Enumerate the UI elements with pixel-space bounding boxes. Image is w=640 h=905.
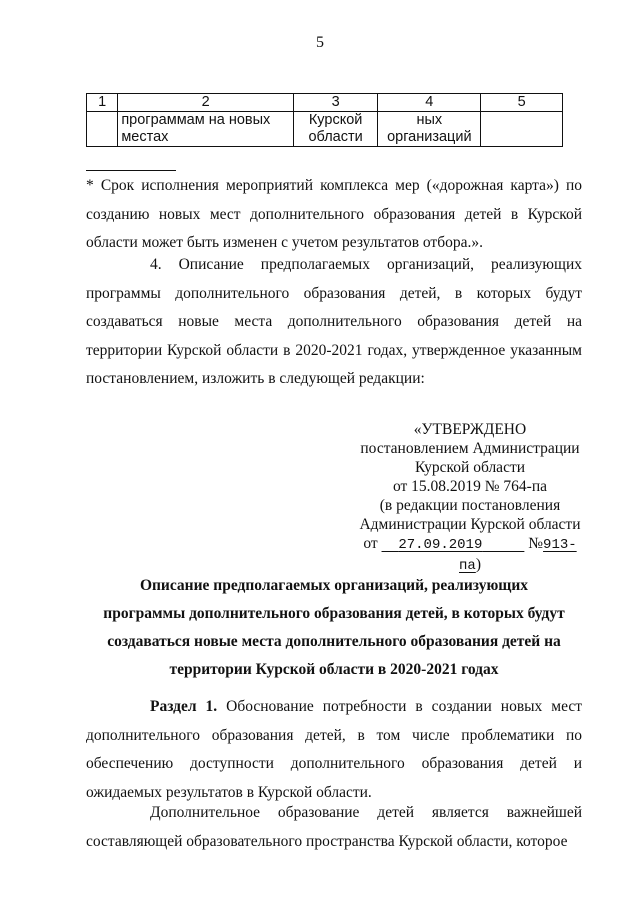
table-cell bbox=[481, 112, 563, 147]
table-cell: ных организаций bbox=[378, 112, 481, 147]
approval-number-label: № bbox=[528, 535, 544, 552]
table-cell: программам на новых местах bbox=[118, 112, 294, 147]
approval-line: Администрации Курской области bbox=[359, 516, 581, 533]
point-4-paragraph: 4. Описание предполагаемых организаций, реализующих программы дополнительного образования детей, в которых будут создаваться новые места дополнительного образования детей на территории Курской области в 2020-2021 годах, утвержденное указанным постановлением, изложить в следующей редакции: bbox=[86, 256, 582, 387]
approval-line: (в редакции постановления bbox=[379, 497, 561, 514]
title-line: территории Курской области в 2020-2021 годах bbox=[169, 661, 499, 678]
approval-number: 913-па bbox=[459, 537, 577, 574]
section-1-text: Обоснование потребности в создании новых мест дополнительного образования детей, в том числе проблематики по обеспечению доступности дополнительного образования детей и ожидаемых результатов в Курской области. bbox=[86, 698, 582, 801]
continuation-table bbox=[86, 93, 563, 147]
table-header-cell: 1 bbox=[87, 94, 118, 112]
approval-line: постановлением Администрации bbox=[360, 440, 580, 457]
section-1-paragraph bbox=[86, 693, 582, 807]
footnote-divider bbox=[86, 170, 176, 171]
approval-from-label: от bbox=[363, 535, 378, 552]
approval-date: 27.09.2019 bbox=[398, 537, 483, 553]
approval-date-line bbox=[355, 534, 585, 576]
section-1-label: Раздел 1. bbox=[150, 698, 218, 715]
title-line: создаваться новые места дополнительного образования детей на bbox=[107, 633, 561, 650]
approval-line: «УТВЕРЖДЕНО bbox=[413, 421, 527, 438]
table-cell bbox=[87, 112, 118, 147]
table-header-cell: 5 bbox=[481, 94, 563, 112]
table-header-row bbox=[87, 94, 563, 112]
page-number: 5 bbox=[316, 34, 324, 51]
approval-close: ) bbox=[475, 556, 481, 573]
table-header-cell: 4 bbox=[378, 94, 481, 112]
table-header-cell: 2 bbox=[118, 94, 294, 112]
approval-line: от 15.08.2019 № 764-па bbox=[392, 478, 548, 495]
table-cell: Курской области bbox=[293, 112, 377, 147]
document-title bbox=[86, 572, 582, 684]
table-row bbox=[87, 112, 563, 147]
footnote-text: * Срок исполнения мероприятий комплекса мер («дорожная карта») по созданию новых мест дополнительного образования детей в Курской области может быть изменен с учетом результатов отбора.». bbox=[86, 177, 582, 251]
title-line: программы дополнительного образования детей, в которых будут bbox=[103, 605, 565, 622]
approval-stamp bbox=[355, 420, 585, 576]
body-paragraph: Дополнительное образование детей является важнейшей составляющей образовательного пространства Курской области, которое bbox=[86, 804, 582, 850]
title-line: Описание предполагаемых организаций, реализующих bbox=[139, 577, 529, 594]
table-header-cell: 3 bbox=[293, 94, 377, 112]
approval-line: Курской области bbox=[414, 459, 526, 476]
